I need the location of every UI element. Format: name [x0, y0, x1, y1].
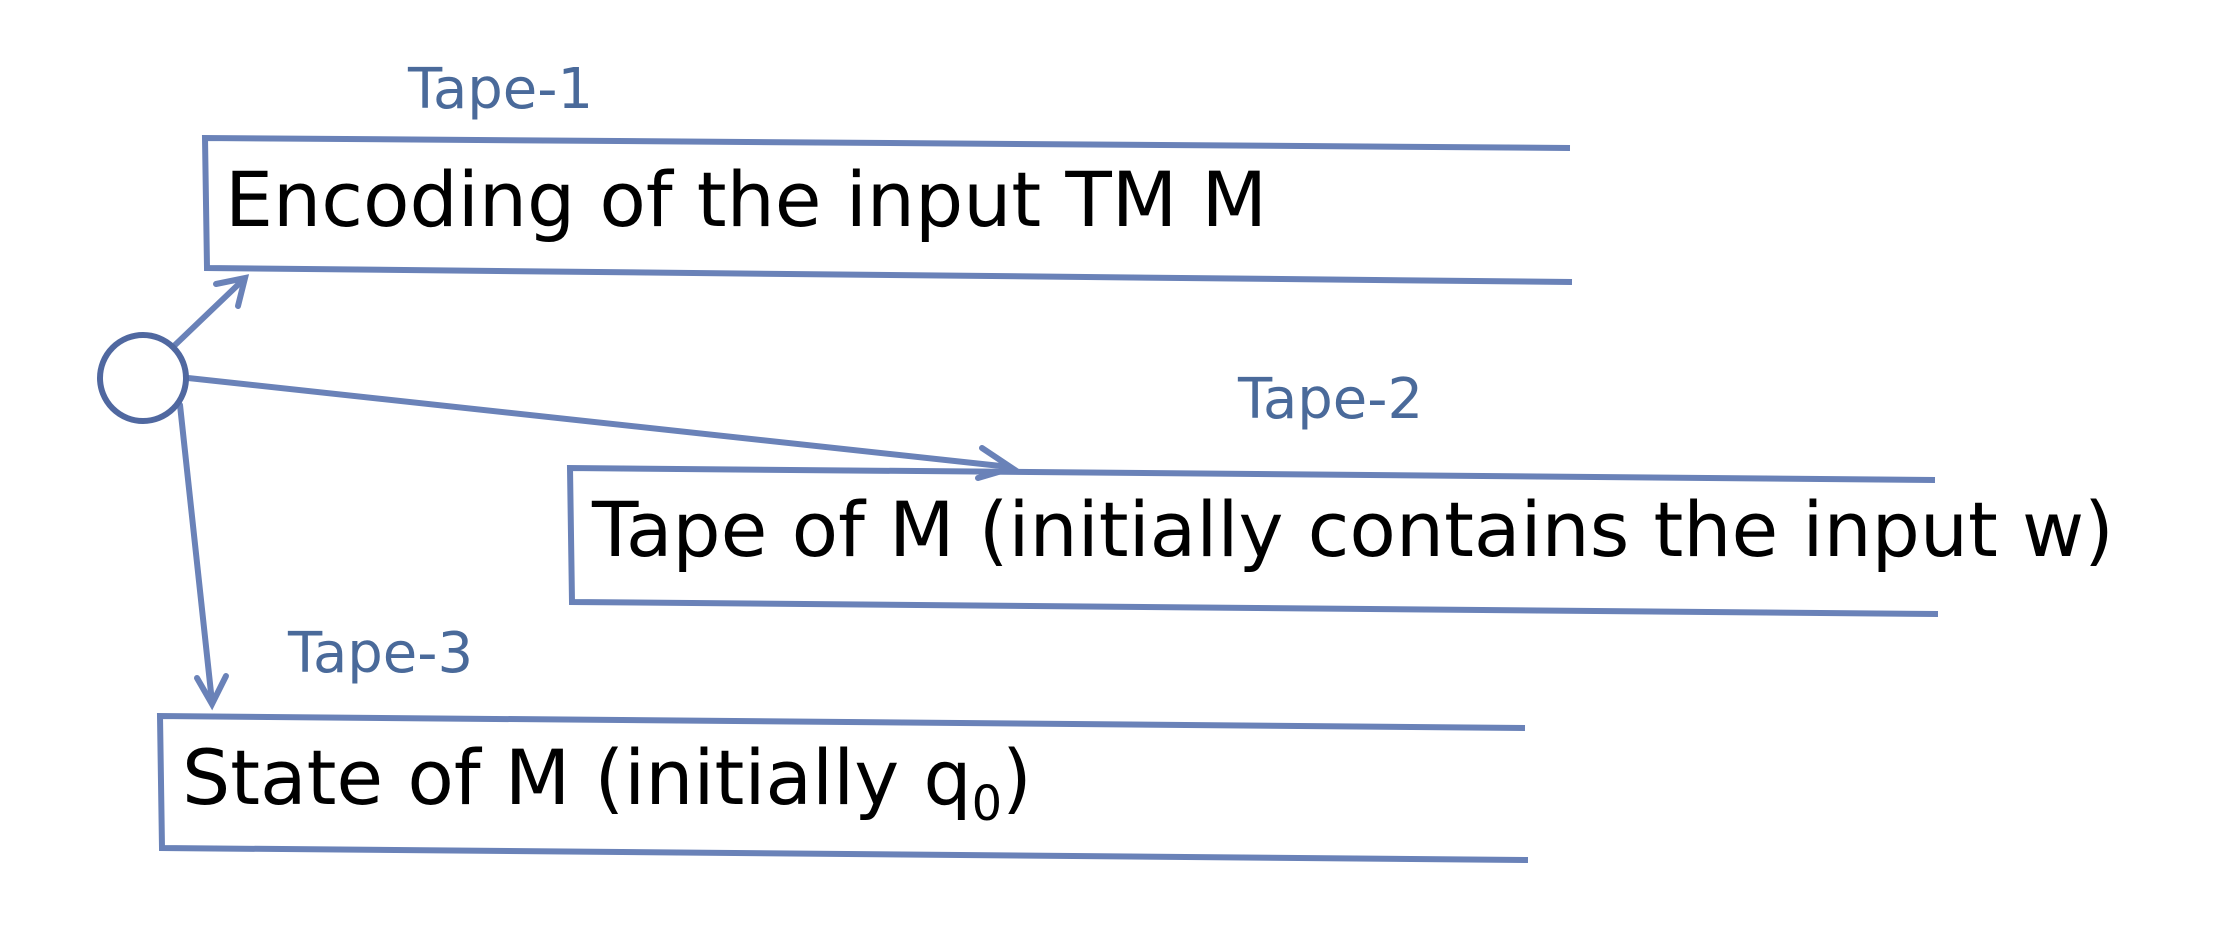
arrow-to-tape-2 [188, 378, 1010, 467]
tape-1 [205, 57, 1572, 282]
tape-3-content-main: State of M (initially q [182, 733, 972, 822]
tape-2-content: Tape of M (initially contains the input w) [592, 485, 2114, 574]
tape-3-content-subscript: 0 [971, 776, 1003, 832]
tape-1-label: Tape-1 [408, 57, 594, 122]
arrow-to-tape-3 [180, 405, 212, 702]
arrow-to-tape-1 [175, 280, 243, 345]
tape-3-label: Tape-3 [288, 621, 474, 686]
tape-2 [570, 367, 2114, 614]
tape-3 [160, 621, 1528, 860]
tape-2-label: Tape-2 [1238, 367, 1424, 432]
circle-head-icon [100, 335, 186, 421]
tape-3-content-close: ) [1002, 733, 1032, 822]
tape-1-content: Encoding of the input TM M [225, 155, 1268, 244]
tape-3-content [182, 733, 1032, 832]
